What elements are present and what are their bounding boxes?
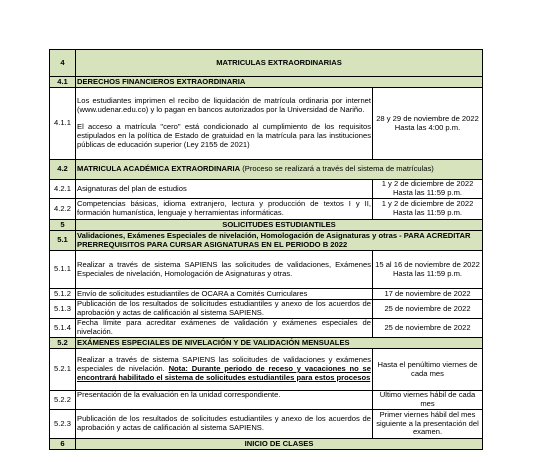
table-row — [50, 300, 483, 319]
item-number: 5.1.4 — [50, 319, 76, 338]
section-title: INICIO DE CLASES — [76, 439, 483, 450]
subsection-5-2-row — [50, 338, 483, 349]
table-row — [50, 319, 483, 338]
item-number: 5.1.2 — [50, 289, 76, 300]
item-description: Asignaturas del plan de estudios — [76, 180, 373, 199]
item-description: Realizar a través de sistema SAPIENS las solicitudes de validaciones, Exámenes Especiales de nivelación, Homologación de Asignaturas y otras. — [76, 251, 373, 289]
table-row — [50, 410, 483, 439]
item-number: 4.2.2 — [50, 199, 76, 220]
item-description: Fecha límite para acreditar exámenes de validación y exámenes especiales de nivelación. — [77, 318, 371, 336]
subsection-title: Validaciones, Exámenes Especiales de nivelación, Homologación de Asignaturas y otras - PARA ACREDITAR PRERREQUISITOS PARA CURSAR ASIGNATURAS EN EL PERIODO B 2022 — [76, 231, 483, 251]
subsection-number: 5.2 — [50, 338, 76, 349]
item-number: 5.2.2 — [50, 391, 76, 410]
section-title: SOLICITUDES ESTUDIANTILES — [76, 220, 483, 231]
date-line: 1 y 2 de diciembre de 2022 — [381, 199, 474, 209]
section-number: 5 — [50, 220, 76, 231]
table-row — [50, 289, 483, 300]
subsection-title-cell — [76, 160, 483, 180]
section-title: MATRICULAS EXTRAORDINARIAS — [76, 50, 483, 77]
item-number: 5.1.1 — [50, 251, 76, 289]
subsection-title: MATRICULA ACADÉMICA EXTRAORDINARIA — [77, 164, 241, 174]
table-row — [50, 391, 483, 410]
item-number: 5.2.1 — [50, 349, 76, 391]
table-row — [50, 251, 483, 289]
item-number: 4.1.1 — [50, 88, 76, 160]
section-4-row — [50, 50, 483, 77]
subsection-title: EXÁMENES ESPECIALES DE NIVELACIÓN Y DE VALIDACIÓN MENSUALES — [76, 338, 483, 349]
table-row — [50, 349, 483, 391]
item-date — [373, 199, 483, 220]
item-date — [373, 88, 483, 160]
section-5-row — [50, 220, 483, 231]
item-date: 25 de noviembre de 2022 — [373, 300, 483, 319]
date-line: Hasta las 11:59 p.m. — [392, 188, 463, 197]
item-date: Primer viernes hábil del mes siguiente a la presentación del examen. — [373, 410, 483, 439]
item-date: 25 de noviembre de 2022 — [373, 319, 483, 338]
item-description: Envío de solicitudes estudiantiles de OCARA a Comités Curriculares — [76, 289, 373, 300]
item-description — [76, 88, 373, 160]
table-row — [50, 180, 483, 199]
item-number: 5.1.3 — [50, 300, 76, 319]
item-description: Publicación de los resultados de solicitudes estudiantiles y anexo de los acuerdos de aprobación y actas de calificación al sistema SAPIENS. — [77, 299, 371, 317]
description-paragraph: El acceso a matrícula "cero" está condicionado al cumplimiento de los requisitos estipulados en la política de Estado de gratuidad en la matrícula para las instituciones públicas de educación superior (Ley 2155 de 2021) — [77, 122, 371, 150]
item-date: Hasta el penúltimo viernes de cada mes — [373, 349, 483, 391]
item-date — [373, 180, 483, 199]
table-row — [50, 199, 483, 220]
subsection-number: 4.2 — [50, 160, 76, 180]
item-description — [76, 349, 373, 391]
table-row — [50, 88, 483, 160]
item-number: 4.2.1 — [50, 180, 76, 199]
section-6-row — [50, 439, 483, 450]
subsection-5-1-row — [50, 231, 483, 251]
item-date: Ultimo viernes hábil de cada mes — [373, 391, 483, 410]
subsection-4-2-row — [50, 160, 483, 180]
description-text: Realizar a través de sistema SAPIENS las solicitudes de validaciones y exámenes especiales de nivelación. — [77, 355, 371, 374]
description-paragraph: Los estudiantes imprimen el recibo de liquidación de matrícula ordinaria por internet (www.udenar.edu.co) y lo pagan en bancos autorizados por la Universidad de Nariño. — [77, 95, 371, 114]
date-line: 1 y 2 de diciembre de 2022 — [381, 179, 474, 189]
academic-calendar-table — [49, 49, 483, 450]
item-description: Publicación de los resultados de solicitudes estudiantiles y anexo de los acuerdos de aprobación y actas de calificación al sistema SAPIENS. — [76, 410, 373, 439]
section-number: 6 — [50, 439, 76, 450]
item-description: Competencias básicas, idioma extranjero, lectura y producción de textos I y II, formación humanística, lenguaje y herramientas informáticas. — [76, 199, 373, 220]
date-line: Hasta las 4:00 p.m. — [394, 122, 461, 132]
item-number: 5.2.3 — [50, 410, 76, 439]
subsection-number: 5.1 — [50, 231, 76, 251]
date-line: 15 al 16 de noviembre de 2022 — [375, 259, 480, 269]
item-description: Presentación de la evaluación en la unidad correspondiente. — [76, 391, 373, 410]
item-date — [373, 251, 483, 289]
date-line: Hasta las 11:59 p.m. — [392, 208, 463, 217]
subsection-number: 4.1 — [50, 77, 76, 88]
subsection-4-1-row — [50, 77, 483, 88]
section-number: 4 — [50, 50, 76, 77]
description-note: Nota: Durante periodo de receso y vacaciones no se encontrará habilitado el sistema de solicitudes estudiantiles para estos procesos — [77, 364, 371, 382]
item-date: 17 de noviembre de 2022 — [373, 289, 483, 300]
subsection-note: (Proceso se realizará a través del sistema de matrículas) — [240, 164, 434, 174]
subsection-title: DERECHOS FINANCIEROS EXTRAORDINARIA — [76, 77, 483, 88]
date-line: 28 y 29 de noviembre de 2022 — [376, 113, 479, 123]
date-line: Hasta las 11:59 p.m. — [392, 268, 463, 278]
